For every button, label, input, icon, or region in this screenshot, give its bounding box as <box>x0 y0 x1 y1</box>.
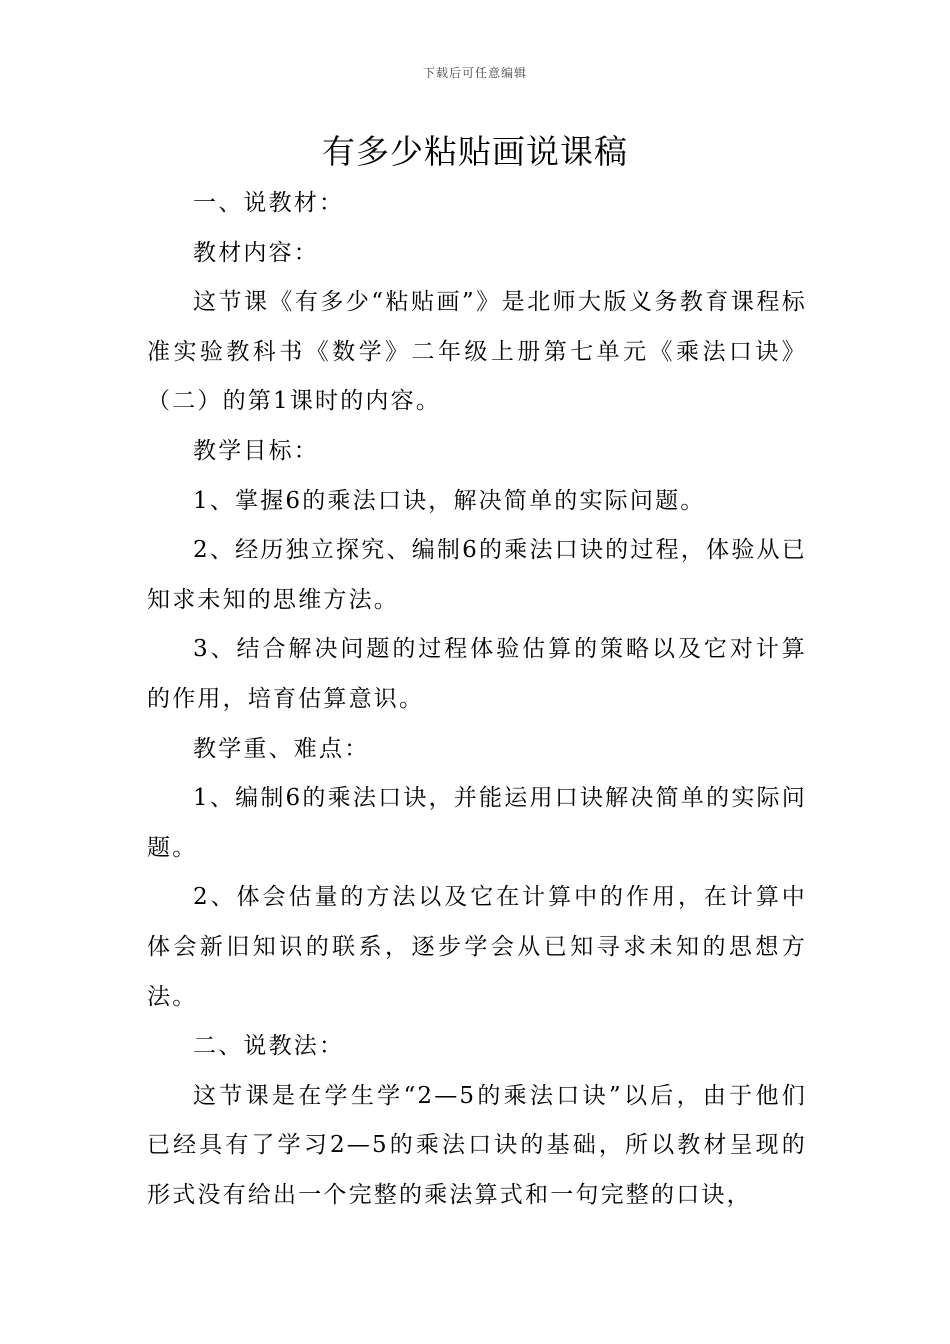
document-body <box>147 179 807 1220</box>
paragraph: 这节课《有多少“粘贴画”》是北师大版义务教育课程标准实验教科书《数学》二年级上册第七单元《乘法口诀》（二）的第1课时的内容。 <box>147 289 807 415</box>
list-item: 3、结合解决问题的过程体验估算的策略以及它对计算的作用，培育估算意识。 <box>147 636 807 712</box>
subsection-heading: 教材内容： <box>193 239 319 266</box>
list-item: 1、编制6的乘法口诀，并能运用口诀解决简单的实际问题。 <box>147 785 807 861</box>
section-heading: 二、说教法： <box>193 1033 345 1060</box>
document-title: 有多少粘贴画说课稿 <box>322 132 628 171</box>
header-note: 下载后可任意编辑 <box>422 66 527 80</box>
section-heading: 一、说教材： <box>193 190 345 216</box>
subsection-heading: 教学重、难点： <box>193 735 370 762</box>
list-item: 2、体会估量的方法以及它在计算中的作用，在计算中体会新旧知识的联系，逐步学会从已知寻求未知的思想方法。 <box>147 884 807 1010</box>
paragraph: 这节课是在学生学“2—5的乘法口诀”以后，由于他们已经具有了学习2—5的乘法口诀的基础，所以教材呈现的形式没有给出一个完整的乘法算式和一句完整的口诀， <box>147 1082 807 1208</box>
list-item: 1、掌握6的乘法口诀，解决简单的实际问题。 <box>193 487 706 514</box>
list-item: 2、经历独立探究、编制6的乘法口诀的过程，体验从已知求未知的思维方法。 <box>147 537 807 613</box>
subsection-heading: 教学目标： <box>193 437 319 464</box>
